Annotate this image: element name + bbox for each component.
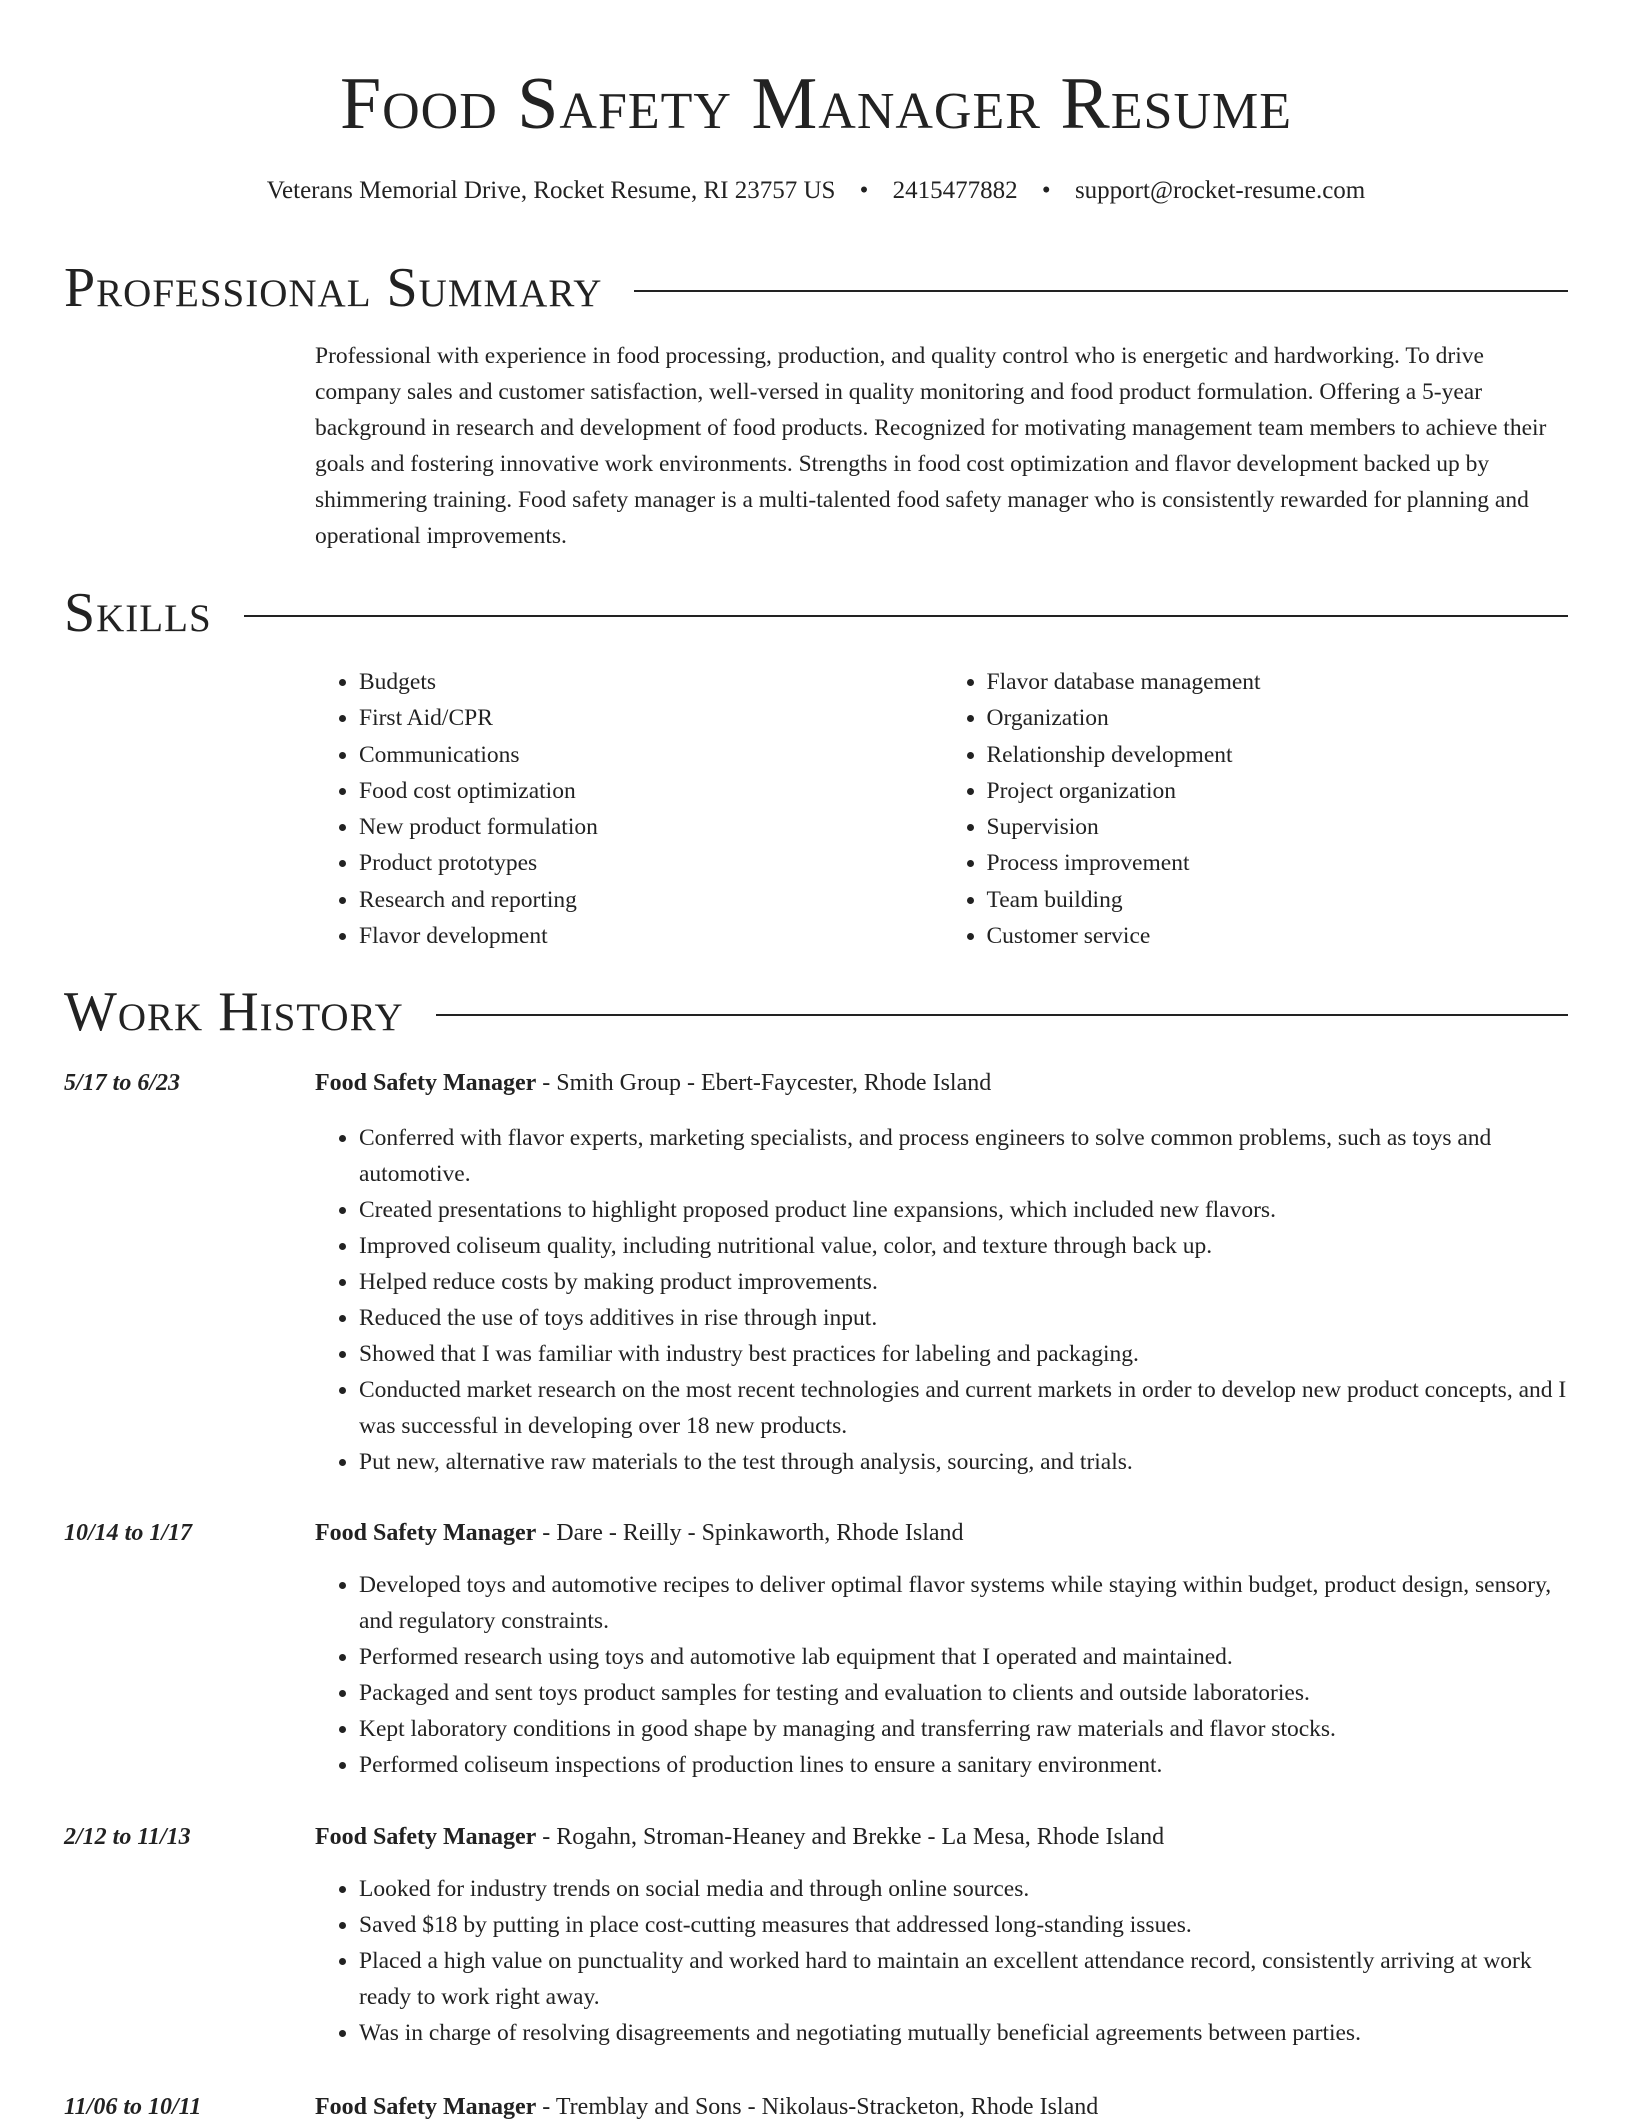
job-bullet: • Put new, alternative raw materials to the test through analysis, sourcing, and trials.: [359, 1444, 1569, 1480]
contact-email: support@rocket-resume.com: [1074, 177, 1366, 204]
summary-text: Professional with experience in food processing, production, and quality control who is energetic and hardworking. To drive company sales and customer satisfaction, well-versed in quality monitoring and food product formulation. Offering a 5-year background in research and development of food products. Recognized for motivating management team members to achieve their goals and fostering innovative work environments. Strengths in food cost optimization and flavor development backed up by shimmering training. Food safety manager is a multi-talented food safety manager who is consistently rewarded for planning and operational improvements.: [315, 343, 1547, 549]
job-bullet: • Packaged and sent toys product samples for testing and evaluation to clients and outside laboratories.: [359, 1675, 1569, 1711]
job-title-line: [315, 2089, 1570, 2125]
job-bullet: • Conferred with flavor experts, marketing specialists, and process engineers to solve common problems, such as toys and automotive.: [359, 1120, 1569, 1192]
skill-item: • Budgets: [359, 664, 943, 700]
job-dates: 2/12 to 11/13: [64, 1824, 191, 1850]
skill-item: • Customer service: [987, 918, 1571, 954]
job-details: - Dare - Reilly - Spinkaworth, Rhode Island: [536, 1520, 964, 1546]
contact-line: [0, 174, 1632, 208]
skill-item: • Flavor database management: [987, 664, 1571, 700]
skill-item: • Product prototypes: [359, 845, 943, 881]
job-bullet: • Performed coliseum inspections of production lines to ensure a sanitary environment.: [359, 1747, 1569, 1783]
job-dates: 11/06 to 10/11: [64, 2094, 202, 2120]
job-title-line: [315, 1065, 1570, 1101]
job-bullets: [315, 1871, 1569, 2051]
job-bullets: [315, 1120, 1569, 1480]
job-role: Food Safety Manager: [315, 1070, 537, 1096]
skill-item: • Research and reporting: [359, 882, 943, 918]
work-section-header: [64, 979, 1568, 1045]
skill-item: • Food cost optimization: [359, 773, 943, 809]
work-heading: Work History: [64, 981, 404, 1043]
section-rule: [244, 615, 1568, 617]
job-bullet: • Created presentations to highlight proposed product line expansions, which included new flavors.: [359, 1192, 1569, 1228]
skill-item: • Communications: [359, 737, 943, 773]
job-bullet: • Conducted market research on the most recent technologies and current markets in order to develop new product concepts, and I was successful in developing over 18 new products.: [359, 1372, 1569, 1444]
section-rule: [436, 1014, 1568, 1016]
job-role: Food Safety Manager: [315, 1520, 537, 1546]
summary-heading: Professional Summary: [64, 257, 603, 319]
job-bullet: • Kept laboratory conditions in good shape by managing and transferring raw materials and flavor stocks.: [359, 1711, 1569, 1747]
job-bullet: • Reduced the use of toys additives in rise through input.: [359, 1300, 1569, 1336]
skill-item: • Process improvement: [987, 845, 1571, 881]
job-title-line: [315, 1515, 1570, 1551]
job-role: Food Safety Manager: [315, 1824, 537, 1850]
contact-address: Veterans Memorial Drive, Rocket Resume, RI 23757 US: [266, 177, 836, 204]
job-details: - Rogahn, Stroman-Heaney and Brekke - La Mesa, Rhode Island: [536, 1824, 1165, 1850]
job-bullet: • Showed that I was familiar with industry best practices for labeling and packaging.: [359, 1336, 1569, 1372]
job-role: Food Safety Manager: [315, 2094, 537, 2120]
section-rule: [634, 290, 1568, 292]
job-dates: 10/14 to 1/17: [64, 1520, 193, 1546]
skill-item: • Supervision: [987, 809, 1571, 845]
job-bullet: • Saved $18 by putting in place cost-cutting measures that addressed long-standing issues.: [359, 1907, 1569, 1943]
contact-separator: •: [859, 177, 869, 204]
skills-section-header: [64, 580, 1568, 646]
skill-item: • Relationship development: [987, 737, 1571, 773]
skill-item: • First Aid/CPR: [359, 700, 943, 736]
job-bullet: • Performed research using toys and automotive lab equipment that I operated and maintained.: [359, 1639, 1569, 1675]
job-dates: 5/17 to 6/23: [64, 1070, 181, 1096]
job-title-line: [315, 1819, 1570, 1855]
job-details: - Smith Group - Ebert-Faycester, Rhode Island: [536, 1070, 992, 1096]
job-bullet: • Helped reduce costs by making product improvements.: [359, 1264, 1569, 1300]
job-bullet: • Looked for industry trends on social media and through online sources.: [359, 1871, 1569, 1907]
job-bullet: • Developed toys and automotive recipes to deliver optimal flavor systems while staying within budget, product design, sensory, and regulatory constraints.: [359, 1567, 1569, 1639]
skill-item: • Organization: [987, 700, 1571, 736]
summary-section-header: [64, 255, 1568, 321]
skills-column-left: [315, 664, 943, 954]
skills-column-right: [943, 664, 1571, 954]
skills-list: [315, 664, 1570, 954]
contact-phone: 2415477882: [892, 177, 1018, 204]
job-bullet: • Placed a high value on punctuality and worked hard to maintain an excellent attendance record, consistently arriving at work ready to work right away.: [359, 1943, 1569, 2015]
skill-item: • Flavor development: [359, 918, 943, 954]
resume-title: Food Safety Manager Resume: [339, 63, 1293, 145]
job-bullets: [315, 1567, 1569, 1783]
job-bullet: • Was in charge of resolving disagreements and negotiating mutually beneficial agreements between parties.: [359, 2015, 1569, 2051]
contact-separator: •: [1041, 177, 1051, 204]
skill-item: • New product formulation: [359, 809, 943, 845]
skill-item: • Team building: [987, 882, 1571, 918]
skills-heading: Skills: [64, 582, 212, 644]
skill-item: • Project organization: [987, 773, 1571, 809]
job-details: - Tremblay and Sons - Nikolaus-Stracketon, Rhode Island: [536, 2094, 1099, 2120]
job-bullet: • Improved coliseum quality, including nutritional value, color, and texture through back up.: [359, 1228, 1569, 1264]
